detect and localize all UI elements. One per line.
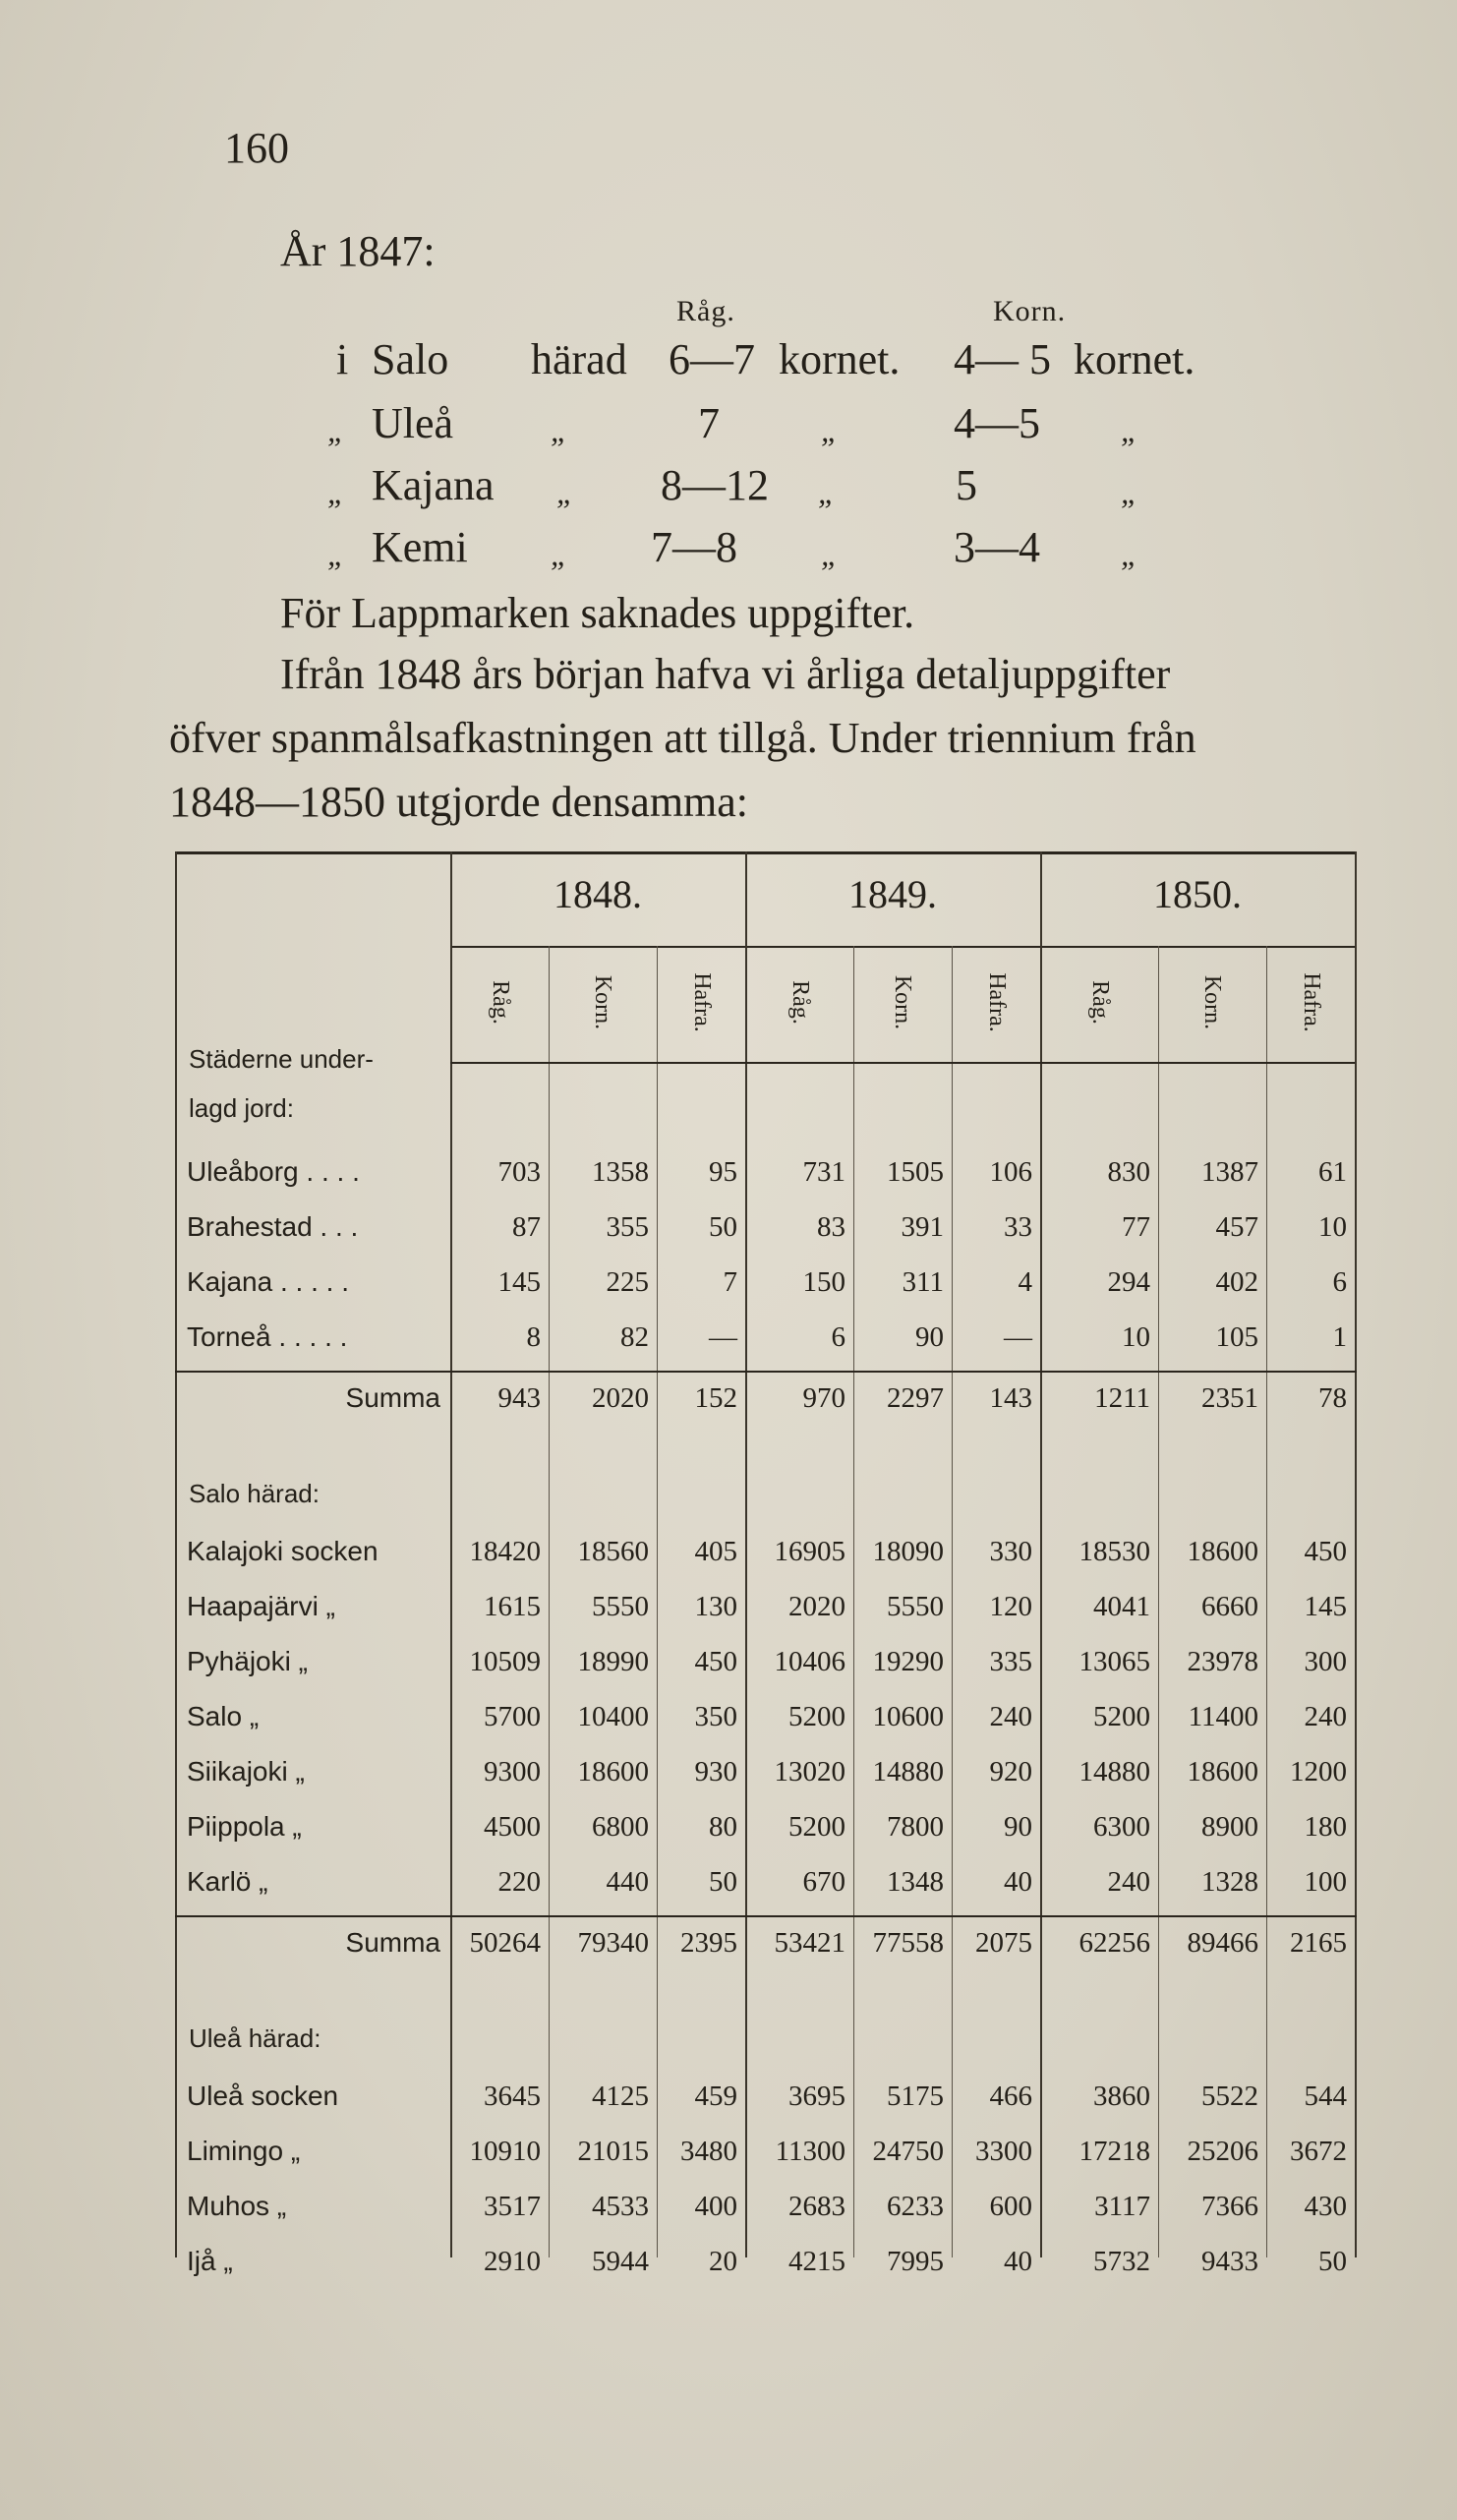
table-cell: 10 xyxy=(1122,1321,1150,1353)
year-rule xyxy=(450,946,1355,948)
table-cell: 391 xyxy=(901,1211,944,1243)
summa-cell: 50264 xyxy=(469,1927,541,1959)
row-prefix: „ xyxy=(327,537,345,572)
year-header-1: 1848. xyxy=(554,872,642,916)
summa-rule xyxy=(175,1371,1357,1373)
table-cell: 459 xyxy=(694,2080,737,2112)
table-cell: 7800 xyxy=(887,1811,944,1843)
row-label: Salo „ xyxy=(187,1701,260,1731)
table-cell: 311 xyxy=(902,1266,944,1298)
table-cell: 105 xyxy=(1215,1321,1258,1353)
table-cell: 10509 xyxy=(469,1646,541,1677)
head-rag: Råg. xyxy=(676,295,735,327)
table-cell: 731 xyxy=(802,1156,845,1188)
group-label-2: Salo härad: xyxy=(189,1479,320,1508)
column-subheader: Hafra. xyxy=(983,971,1010,1032)
table-cell: 6 xyxy=(1332,1266,1347,1298)
table-cell: 100 xyxy=(1304,1866,1347,1898)
column-subheader: Hafra. xyxy=(1298,971,1324,1032)
table-cell: 3517 xyxy=(484,2191,541,2222)
table-cell: 23978 xyxy=(1187,1646,1258,1677)
summa-rule xyxy=(175,1915,1357,1917)
table-cell: 18990 xyxy=(577,1646,649,1677)
page-number: 160 xyxy=(224,124,289,172)
table-cell: 300 xyxy=(1304,1646,1347,1677)
column-subheader: Korn. xyxy=(1199,974,1226,1029)
table-cell: 5200 xyxy=(1093,1701,1150,1732)
row-label: Kalajoki socken xyxy=(187,1536,379,1566)
grain-yield-table xyxy=(175,851,1357,2277)
row-unit2: „ xyxy=(1121,475,1138,510)
table-cell: 920 xyxy=(989,1756,1032,1787)
column-subheader: Hafra. xyxy=(688,971,715,1032)
table-cell: — xyxy=(1004,1321,1032,1353)
table-cell: 450 xyxy=(694,1646,737,1677)
table-cell: 1200 xyxy=(1290,1756,1347,1787)
row-unit1: „ xyxy=(821,537,839,572)
year-header-3: 1850. xyxy=(1153,872,1242,916)
table-cell: 1358 xyxy=(592,1156,649,1188)
table-cell: 33 xyxy=(1004,1211,1032,1243)
year-header-2: 1849. xyxy=(848,872,937,916)
row-label: Ijå „ xyxy=(187,2246,233,2276)
row-korn: 4—5 xyxy=(954,399,1040,447)
table-cell: — xyxy=(709,1321,737,1353)
table-cell: 18600 xyxy=(1187,1536,1258,1567)
table-cell: 1615 xyxy=(484,1591,541,1622)
table-cell: 2910 xyxy=(484,2246,541,2277)
column-subheader: Korn. xyxy=(590,974,616,1029)
row-name: Kajana xyxy=(372,461,495,509)
table-cell: 5200 xyxy=(788,1811,845,1843)
table-cell: 2020 xyxy=(788,1591,845,1622)
table-cell: 80 xyxy=(709,1811,737,1843)
summa-cell: 2351 xyxy=(1201,1382,1258,1414)
table-cell: 7366 xyxy=(1201,2191,1258,2222)
table-left-border xyxy=(175,851,177,2257)
table-cell: 11300 xyxy=(775,2136,845,2167)
row-rag: 7—8 xyxy=(651,523,737,571)
table-cell: 18530 xyxy=(1078,1536,1150,1567)
row-label: Kajana . . . . . xyxy=(187,1266,349,1297)
table-cell: 3672 xyxy=(1290,2136,1347,2167)
summa-cell: 2020 xyxy=(592,1382,649,1414)
table-cell: 10406 xyxy=(774,1646,845,1677)
row-rag: 8—12 xyxy=(661,461,769,509)
table-cell: 24750 xyxy=(872,2136,944,2167)
table-cell: 3117 xyxy=(1094,2191,1150,2222)
table-cell: 240 xyxy=(989,1701,1032,1732)
table-cell: 5175 xyxy=(887,2080,944,2112)
table-cell: 19290 xyxy=(872,1646,944,1677)
table-cell: 4125 xyxy=(592,2080,649,2112)
summa-cell: 89466 xyxy=(1187,1927,1258,1959)
table-cell: 8900 xyxy=(1201,1811,1258,1843)
table-cell: 6660 xyxy=(1201,1591,1258,1622)
table-cell: 120 xyxy=(989,1591,1032,1622)
table-cell: 3480 xyxy=(680,2136,737,2167)
summa-cell: 2075 xyxy=(975,1927,1032,1959)
table-cell: 430 xyxy=(1304,2191,1347,2222)
table-cell: 294 xyxy=(1107,1266,1150,1298)
table-cell: 1505 xyxy=(887,1156,944,1188)
row-label: Piippola „ xyxy=(187,1811,302,1842)
summa-label: Summa xyxy=(345,1927,440,1958)
table-cell: 18560 xyxy=(577,1536,649,1567)
paragraph-line-3: 1848—1850 utgjorde densamma: xyxy=(169,778,749,826)
table-cell: 16905 xyxy=(774,1536,845,1567)
summa-cell: 2297 xyxy=(887,1382,944,1414)
row-harad: „ xyxy=(556,475,574,510)
table-cell: 5944 xyxy=(592,2246,649,2277)
summa-cell: 78 xyxy=(1318,1382,1347,1414)
table-cell: 61 xyxy=(1318,1156,1347,1188)
table-cell: 335 xyxy=(989,1646,1032,1677)
paragraph-line-1: Ifrån 1848 års början hafva vi årliga detaljuppgifter xyxy=(280,650,1171,698)
row-label: Uleåborg . . . . xyxy=(187,1156,360,1187)
table-cell: 3860 xyxy=(1093,2080,1150,2112)
table-cell: 13020 xyxy=(774,1756,845,1787)
table-cell: 40 xyxy=(1004,1866,1032,1898)
table-cell: 330 xyxy=(989,1536,1032,1567)
table-cell: 87 xyxy=(512,1211,541,1243)
summa-cell: 943 xyxy=(497,1382,541,1414)
table-cell: 350 xyxy=(694,1701,737,1732)
summa-cell: 62256 xyxy=(1078,1927,1150,1959)
table-cell: 18600 xyxy=(1187,1756,1258,1787)
table-cell: 3645 xyxy=(484,2080,541,2112)
table-cell: 1387 xyxy=(1201,1156,1258,1188)
row-unit1: kornet. xyxy=(779,335,901,383)
table-cell: 25206 xyxy=(1187,2136,1258,2167)
column-subheader: Råg. xyxy=(787,979,813,1025)
row-label: Haapajärvi „ xyxy=(187,1591,335,1621)
paragraph-line-2: öfver spanmålsafkastningen att tillgå. Under triennium från xyxy=(169,714,1196,762)
table-cell: 14880 xyxy=(1078,1756,1150,1787)
table-cell: 225 xyxy=(606,1266,649,1298)
table-cell: 5550 xyxy=(887,1591,944,1622)
row-korn: 5 xyxy=(956,461,977,509)
table-cell: 457 xyxy=(1215,1211,1258,1243)
table-cell: 5700 xyxy=(484,1701,541,1732)
table-cell: 6 xyxy=(831,1321,845,1353)
table-cell: 6300 xyxy=(1093,1811,1150,1843)
row-korn: 4— 5 xyxy=(954,335,1051,383)
row-label: Karlö „ xyxy=(187,1866,268,1897)
lappmarken-note: För Lappmarken saknades uppgifter. xyxy=(280,589,915,637)
table-cell: 4215 xyxy=(788,2246,845,2277)
summa-cell: 2395 xyxy=(680,1927,737,1959)
table-cell: 40 xyxy=(1004,2246,1032,2277)
table-cell: 670 xyxy=(802,1866,845,1898)
table-cell: 50 xyxy=(709,1866,737,1898)
table-cell: 14880 xyxy=(872,1756,944,1787)
stub-header-line-1: Städerne under- xyxy=(189,1044,374,1074)
row-rag: 6—7 xyxy=(669,335,755,383)
table-cell: 145 xyxy=(497,1266,541,1298)
table-cell: 90 xyxy=(915,1321,944,1353)
table-cell: 13065 xyxy=(1078,1646,1150,1677)
summa-cell: 53421 xyxy=(774,1927,845,1959)
table-cell: 50 xyxy=(1318,2246,1347,2277)
table-cell: 600 xyxy=(989,2191,1032,2222)
summa-cell: 79340 xyxy=(577,1927,649,1959)
table-cell: 7995 xyxy=(887,2246,944,2277)
row-label: Siikajoki „ xyxy=(187,1756,305,1787)
row-label: Pyhäjoki „ xyxy=(187,1646,308,1676)
row-harad: härad xyxy=(531,335,627,383)
summa-cell: 143 xyxy=(989,1382,1032,1414)
table-cell: 6800 xyxy=(592,1811,649,1843)
row-unit1: „ xyxy=(818,475,836,510)
table-top-rule xyxy=(175,851,1357,854)
summa-label: Summa xyxy=(345,1382,440,1413)
row-unit2: kornet. xyxy=(1074,335,1195,383)
table-cell: 50 xyxy=(709,1211,737,1243)
row-unit2: „ xyxy=(1121,537,1138,572)
table-cell: 9300 xyxy=(484,1756,541,1787)
summa-cell: 77558 xyxy=(872,1927,944,1959)
row-prefix: „ xyxy=(327,413,345,448)
table-cell: 180 xyxy=(1304,1811,1347,1843)
table-cell: 355 xyxy=(606,1211,649,1243)
row-unit1: „ xyxy=(821,413,839,448)
table-cell: 405 xyxy=(694,1536,737,1567)
table-right-border xyxy=(1355,851,1357,2257)
table-cell: 82 xyxy=(620,1321,649,1353)
summa-cell: 152 xyxy=(694,1382,737,1414)
stub-header-line-2: lagd jord: xyxy=(189,1093,294,1123)
table-cell: 83 xyxy=(817,1211,845,1243)
table-cell: 544 xyxy=(1304,2080,1347,2112)
table-cell: 18600 xyxy=(577,1756,649,1787)
table-cell: 466 xyxy=(989,2080,1032,2112)
table-cell: 18420 xyxy=(469,1536,541,1567)
table-cell: 18090 xyxy=(872,1536,944,1567)
table-cell: 6233 xyxy=(887,2191,944,2222)
table-cell: 17218 xyxy=(1078,2136,1150,2167)
row-name: Salo xyxy=(372,335,449,383)
table-cell: 930 xyxy=(694,1756,737,1787)
row-label: Muhos „ xyxy=(187,2191,287,2221)
table-cell: 90 xyxy=(1004,1811,1032,1843)
table-cell: 1328 xyxy=(1201,1866,1258,1898)
table-cell: 11400 xyxy=(1188,1701,1258,1732)
table-cell: 130 xyxy=(694,1591,737,1622)
table-cell: 9433 xyxy=(1201,2246,1258,2277)
table-cell: 4533 xyxy=(592,2191,649,2222)
row-name: Uleå xyxy=(372,399,454,447)
row-label: Limingo „ xyxy=(187,2136,301,2166)
table-cell: 220 xyxy=(497,1866,541,1898)
column-subheader: Råg. xyxy=(487,979,513,1025)
table-cell: 3300 xyxy=(975,2136,1032,2167)
row-prefix: i xyxy=(336,335,349,383)
table-cell: 402 xyxy=(1215,1266,1258,1298)
table-cell: 10910 xyxy=(469,2136,541,2167)
table-cell: 150 xyxy=(802,1266,845,1298)
row-harad: „ xyxy=(551,413,568,448)
summa-cell: 970 xyxy=(802,1382,845,1414)
table-cell: 7 xyxy=(723,1266,737,1298)
table-cell: 1348 xyxy=(887,1866,944,1898)
year-1847-heading: År 1847: xyxy=(280,227,436,275)
table-cell: 830 xyxy=(1107,1156,1150,1188)
group-label-3: Uleå härad: xyxy=(189,2023,321,2053)
table-cell: 240 xyxy=(1107,1866,1150,1898)
row-unit2: „ xyxy=(1121,413,1138,448)
table-cell: 21015 xyxy=(577,2136,649,2167)
table-cell: 5550 xyxy=(592,1591,649,1622)
table-cell: 5522 xyxy=(1201,2080,1258,2112)
table-cell: 5200 xyxy=(788,1701,845,1732)
row-korn: 3—4 xyxy=(954,523,1040,571)
table-cell: 450 xyxy=(1304,1536,1347,1567)
row-label: Torneå . . . . . xyxy=(187,1321,348,1352)
subhead-rule xyxy=(450,1062,1355,1064)
table-cell: 4 xyxy=(1018,1266,1032,1298)
table-cell: 77 xyxy=(1122,1211,1150,1243)
table-cell: 10 xyxy=(1318,1211,1347,1243)
table-cell: 10600 xyxy=(872,1701,944,1732)
column-subheader: Korn. xyxy=(890,974,916,1029)
table-cell: 145 xyxy=(1304,1591,1347,1622)
row-label: Brahestad . . . xyxy=(187,1211,359,1242)
table-cell: 2683 xyxy=(788,2191,845,2222)
table-cell: 8 xyxy=(526,1321,541,1353)
table-cell: 4500 xyxy=(484,1811,541,1843)
table-cell: 1 xyxy=(1332,1321,1347,1353)
table-cell: 5732 xyxy=(1093,2246,1150,2277)
table-cell: 703 xyxy=(497,1156,541,1188)
table-cell: 3695 xyxy=(788,2080,845,2112)
summa-cell: 1211 xyxy=(1094,1382,1150,1414)
row-name: Kemi xyxy=(372,523,468,571)
table-cell: 400 xyxy=(694,2191,737,2222)
column-subheader: Råg. xyxy=(1086,979,1113,1025)
table-cell: 95 xyxy=(709,1156,737,1188)
table-cell: 10400 xyxy=(577,1701,649,1732)
summa-cell: 2165 xyxy=(1290,1927,1347,1959)
table-cell: 20 xyxy=(709,2246,737,2277)
row-harad: „ xyxy=(551,537,568,572)
table-cell: 240 xyxy=(1304,1701,1347,1732)
table-cell: 106 xyxy=(989,1156,1032,1188)
row-label: Uleå socken xyxy=(187,2080,339,2111)
table-cell: 440 xyxy=(606,1866,649,1898)
head-korn: Korn. xyxy=(993,295,1067,327)
row-rag: 7 xyxy=(698,399,720,447)
table-cell: 4041 xyxy=(1093,1591,1150,1622)
row-prefix: „ xyxy=(327,475,345,510)
